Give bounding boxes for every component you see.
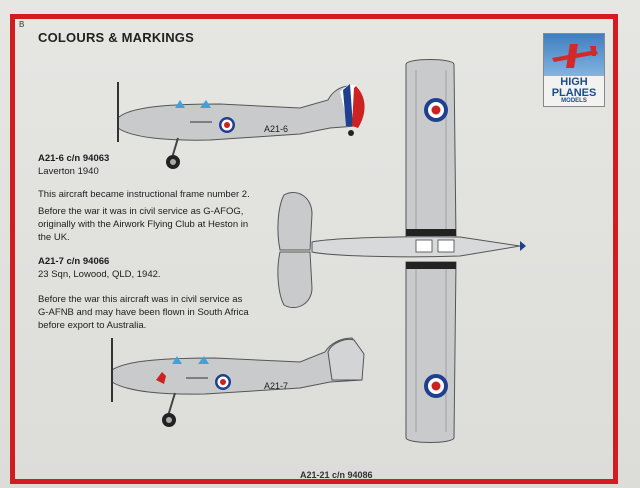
aircraft1-note2-line1: originally with the Airwork Flying Club at Heston in	[38, 219, 249, 230]
corner-letter: B	[19, 20, 25, 29]
aircraft2-fuselage-serial: A21-7	[264, 381, 289, 391]
aircraft2-note-line1: G-AFNB and may have been flown in South Africa	[38, 307, 249, 318]
aircraft2-note-line0: Before the war this aircraft was in civil service as	[38, 294, 243, 305]
aircraft1-note1-line0: This aircraft became instructional frame number 2.	[38, 189, 250, 200]
aircraft2-heading: A21-7 c/n 94066	[38, 256, 110, 267]
aircraft2-note-line2: before export to Australia.	[38, 320, 147, 331]
aircraft1-heading: A21-6 c/n 94063	[38, 153, 110, 164]
aircraft1-fuselage-serial: A21-6	[264, 124, 289, 134]
aircraft1-note2-line2: the UK.	[38, 232, 70, 243]
logo-line-3: MODELS	[561, 98, 587, 104]
page-title: COLOURS & MARKINGS	[38, 30, 194, 45]
aircraft2-location: 23 Sqn, Lowood, QLD, 1942.	[38, 269, 161, 280]
logo-line-1: HIGH	[560, 76, 588, 88]
aircraft1-location: Laverton 1940	[38, 166, 99, 177]
footer-partial-heading: A21-21 c/n 94086	[300, 470, 373, 480]
logo-line-2: PLANES	[551, 87, 597, 99]
aircraft1-note2-line0: Before the war it was in civil service as G-AFOG,	[38, 206, 244, 217]
